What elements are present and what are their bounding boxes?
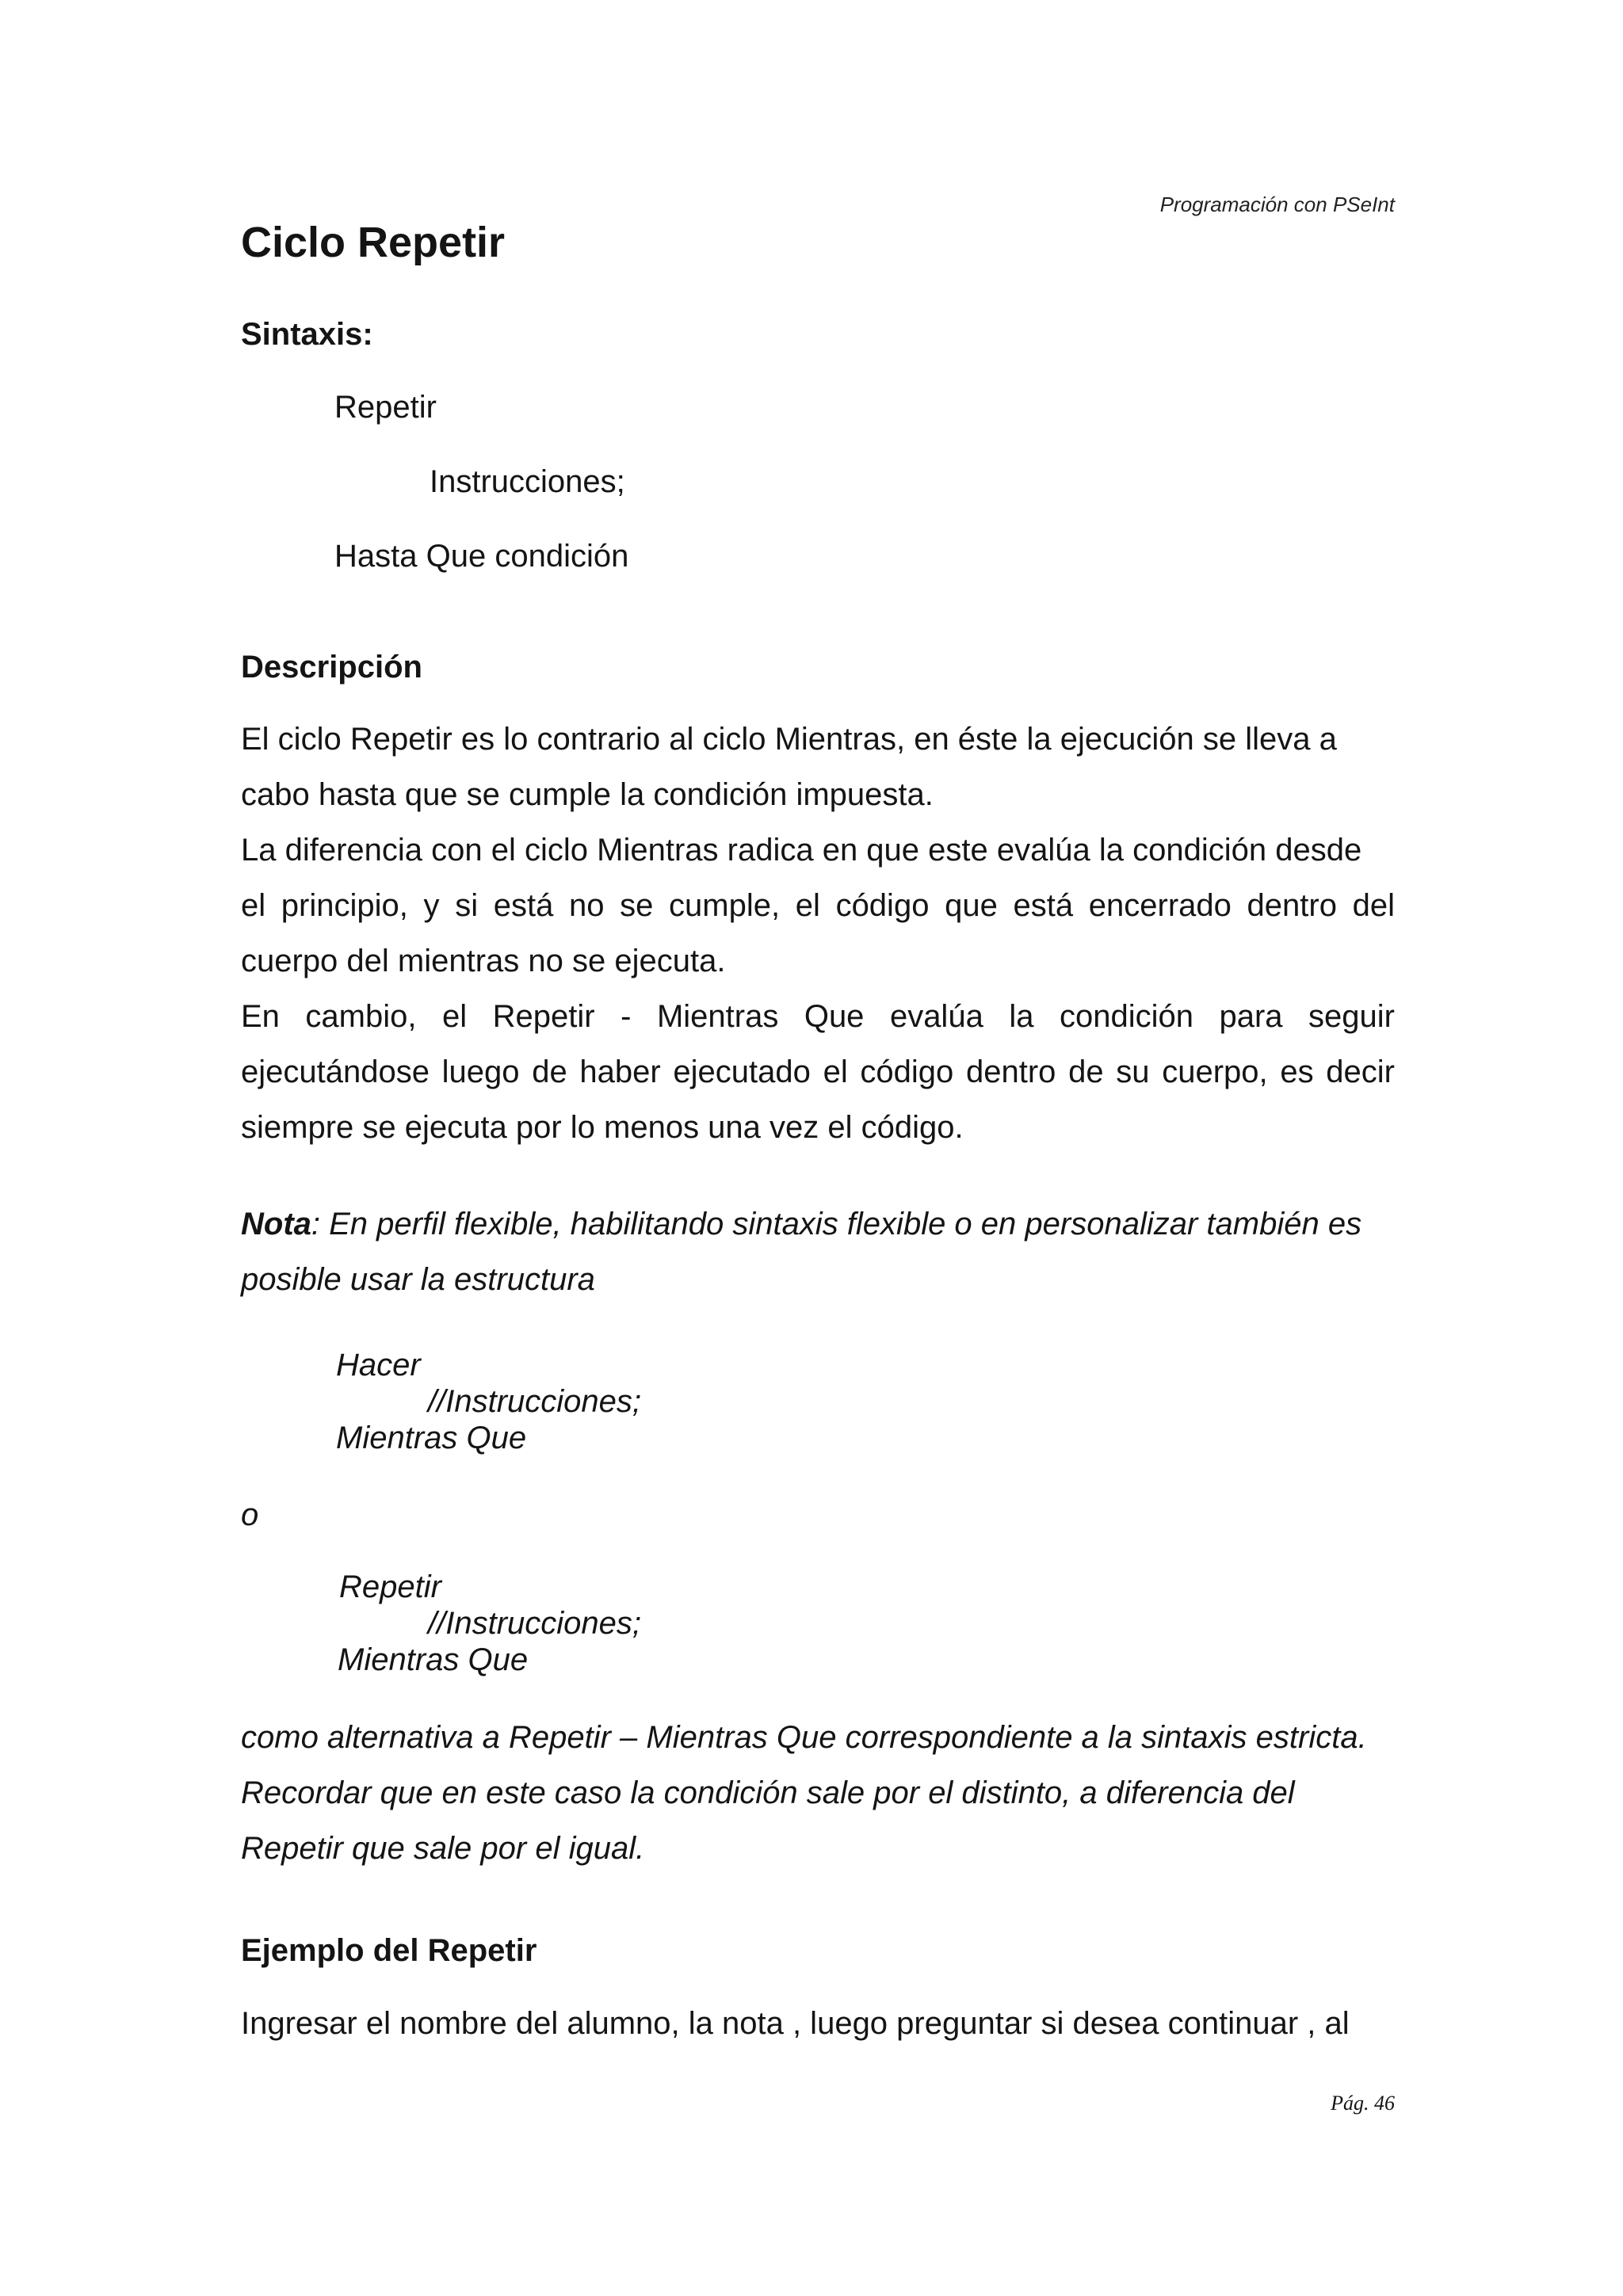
descripcion-line: En cambio, el Repetir - Mientras Que evalúa la condición para seguir [241, 999, 1395, 1034]
code-line: Hacer [336, 1348, 421, 1383]
sintaxis-line-instrucciones: Instrucciones; [430, 464, 625, 499]
descripcion-line: cabo hasta que se cumple la condición impuesta. [241, 777, 934, 812]
nota-after-line: Repetir que sale por el igual. [241, 1831, 645, 1866]
ejemplo-heading: Ejemplo del Repetir [241, 1933, 537, 1968]
descripcion-paragraph [241, 711, 1395, 1155]
descripcion-heading: Descripción [241, 650, 422, 685]
descripcion-line: La diferencia con el ciclo Mientras radica en que este evalúa la condición desde [241, 833, 1362, 868]
nota-paragraph [241, 1196, 1395, 1307]
code-line: Repetir [339, 1569, 441, 1604]
code-block-repetir [339, 1569, 641, 1678]
code-line: //Instrucciones; [428, 1384, 642, 1419]
nota-line [241, 1196, 1395, 1252]
alternative-or: o [241, 1497, 259, 1532]
nota-label: Nota [241, 1207, 311, 1241]
page-title: Ciclo Repetir [241, 219, 506, 266]
sintaxis-line-repetir: Repetir [334, 390, 437, 425]
nota-after-line: Recordar que en este caso la condición sale por el distinto, a diferencia del [241, 1775, 1295, 1810]
nota-after-paragraph [241, 1710, 1395, 1876]
nota-line: posible usar la estructura [241, 1262, 595, 1297]
running-header: Programación con PSeInt [1159, 193, 1395, 216]
descripcion-line: siempre se ejecuta por lo menos una vez el código. [241, 1110, 964, 1145]
code-block-hacer [336, 1347, 641, 1456]
sintaxis-heading: Sintaxis: [241, 317, 373, 352]
page-number: Pág. 46 [1331, 2092, 1395, 2115]
descripcion-line: cuerpo del mientras no se ejecuta. [241, 944, 726, 978]
code-line: Mientras Que [338, 1642, 529, 1677]
descripcion-line: ejecutándose luego de haber ejecutado el código dentro de su cuerpo, es decir [241, 1055, 1395, 1089]
nota-after-line: como alternativa a Repetir – Mientras Que correspondiente a la sintaxis estricta. [241, 1720, 1367, 1755]
code-line: //Instrucciones; [428, 1606, 642, 1641]
ejemplo-line: Ingresar el nombre del alumno, la nota , luego preguntar si desea continuar , al [241, 2006, 1350, 2041]
sintaxis-line-hasta-que: Hasta Que condición [334, 539, 629, 574]
descripcion-line: el principio, y si está no se cumple, el código que está encerrado dentro del [241, 888, 1395, 923]
descripcion-line: El ciclo Repetir es lo contrario al ciclo Mientras, en éste la ejecución se lleva a [241, 722, 1337, 757]
nota-text: : En perfil flexible, habilitando sintaxis flexible o en personalizar también es [311, 1207, 1362, 1241]
code-line: Mientras Que [336, 1421, 527, 1455]
